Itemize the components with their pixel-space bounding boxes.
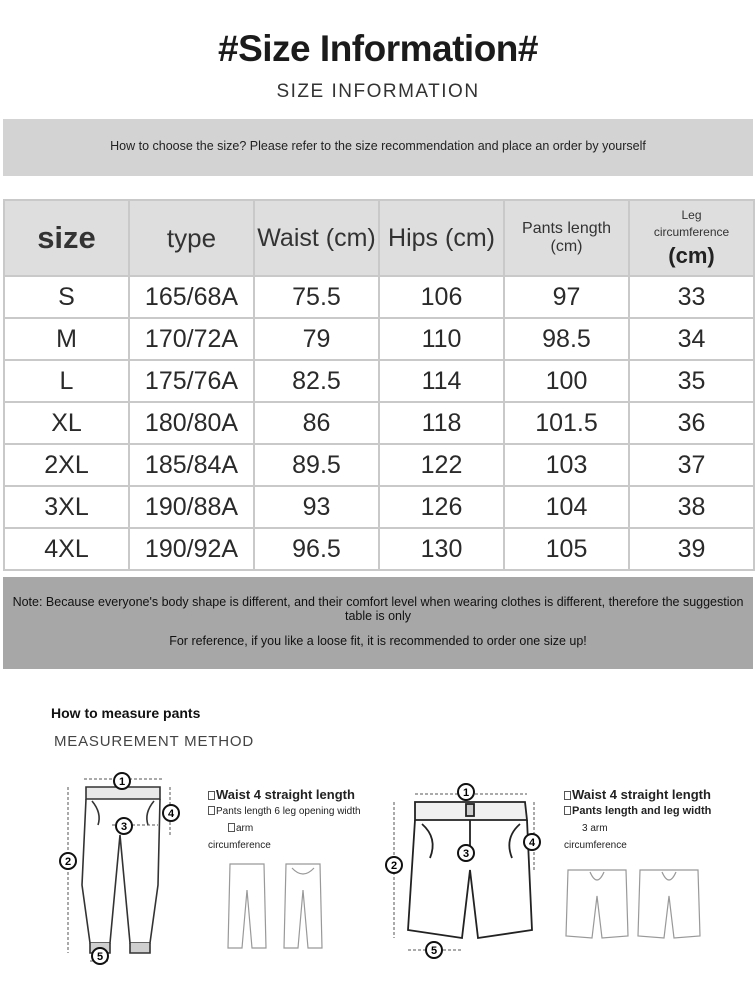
table-row	[4, 276, 754, 318]
marker-1-icon	[112, 771, 132, 791]
right-legend-line3: 3 arm	[582, 823, 608, 834]
marker-2-label: 2	[64, 856, 72, 868]
marker-5-label: 5	[430, 945, 438, 957]
checkbox-glyph-icon	[228, 823, 235, 832]
header-size: size	[4, 200, 129, 276]
cell-waist: 75.5	[254, 276, 379, 318]
cell-type: 165/68A	[129, 276, 254, 318]
cell-pants-length: 97	[504, 276, 629, 318]
left-legend-line4: circumference	[208, 840, 271, 851]
marker-3-label: 3	[462, 848, 470, 860]
cell-pants-length: 104	[504, 486, 629, 528]
header-leg-line1: Leg	[681, 208, 702, 222]
cell-hips: 130	[379, 528, 504, 570]
measure-subtitle: MEASUREMENT METHOD	[54, 733, 254, 750]
cell-size: 4XL	[4, 528, 129, 570]
marker-5-icon	[90, 946, 110, 966]
marker-2-icon	[384, 855, 404, 875]
note-banner	[3, 577, 753, 669]
marker-1-label: 1	[462, 787, 470, 799]
right-legend-line2: Pants length and leg width	[572, 805, 712, 817]
cell-type: 170/72A	[129, 318, 254, 360]
cell-waist: 93	[254, 486, 379, 528]
cell-type: 180/80A	[129, 402, 254, 444]
marker-1-label: 1	[118, 776, 126, 788]
note-line-2: For reference, if you like a loose fit, it is recommended to order one size up!	[169, 634, 587, 648]
table-row	[4, 528, 754, 570]
cell-size: S	[4, 276, 129, 318]
cell-type: 175/76A	[129, 360, 254, 402]
checkbox-glyph-icon	[564, 791, 571, 800]
checkbox-glyph-icon	[208, 806, 215, 815]
right-measure-legend	[564, 786, 711, 854]
marker-2-label: 2	[390, 860, 398, 872]
size-guide-banner	[3, 119, 753, 176]
cell-hips: 126	[379, 486, 504, 528]
cell-size: L	[4, 360, 129, 402]
cell-type: 190/92A	[129, 528, 254, 570]
table-row	[4, 486, 754, 528]
cell-leg-circumference: 34	[629, 318, 754, 360]
cell-pants-length: 98.5	[504, 318, 629, 360]
cell-hips: 110	[379, 318, 504, 360]
cell-size: XL	[4, 402, 129, 444]
right-legend-line1: Waist 4 straight length	[572, 787, 711, 802]
cell-leg-circumference: 38	[629, 486, 754, 528]
cell-pants-length: 101.5	[504, 402, 629, 444]
header-waist: Waist (cm)	[254, 200, 379, 276]
table-row	[4, 318, 754, 360]
header-hips: Hips (cm)	[379, 200, 504, 276]
cell-type: 190/88A	[129, 486, 254, 528]
marker-4-label: 4	[167, 808, 175, 820]
marker-3-label: 3	[120, 821, 128, 833]
size-guide-text: How to choose the size? Please refer to the size recommendation and place an order by yourself	[110, 139, 646, 153]
marker-1-icon	[456, 782, 476, 802]
cell-waist: 79	[254, 318, 379, 360]
checkbox-glyph-icon	[564, 806, 571, 815]
header-leg-circumference	[629, 200, 754, 276]
cell-hips: 118	[379, 402, 504, 444]
cell-pants-length: 100	[504, 360, 629, 402]
cell-pants-length: 103	[504, 444, 629, 486]
cell-leg-circumference: 36	[629, 402, 754, 444]
cell-hips: 122	[379, 444, 504, 486]
cell-leg-circumference: 37	[629, 444, 754, 486]
shorts-diagram	[380, 780, 550, 965]
cell-size: 2XL	[4, 444, 129, 486]
marker-2-icon	[58, 851, 78, 871]
left-legend-line2: Pants length 6 leg opening width	[216, 806, 361, 817]
left-measure-legend	[208, 786, 361, 854]
shorts-thumbnails	[562, 866, 707, 942]
table-row	[4, 360, 754, 402]
marker-4-icon	[522, 832, 542, 852]
table-row	[4, 402, 754, 444]
cell-leg-circumference: 35	[629, 360, 754, 402]
checkbox-glyph-icon	[208, 791, 215, 800]
size-table	[3, 199, 755, 571]
marker-3-icon	[114, 816, 134, 836]
marker-4-label: 4	[528, 837, 536, 849]
cell-hips: 114	[379, 360, 504, 402]
cell-waist: 96.5	[254, 528, 379, 570]
right-legend-line4: circumference	[564, 840, 627, 851]
note-line-1: Note: Because everyone's body shape is different, and their comfort level when wearing clothes is different, therefore the suggestion table is only	[12, 595, 744, 623]
header-pants-length: Pants length (cm)	[504, 200, 629, 276]
measure-title: How to measure pants	[51, 705, 201, 721]
cell-size: M	[4, 318, 129, 360]
header-type: type	[129, 200, 254, 276]
marker-5-icon	[424, 940, 444, 960]
table-header-row	[4, 200, 754, 276]
cell-leg-circumference: 33	[629, 276, 754, 318]
header-leg-line3: (cm)	[668, 243, 715, 268]
cell-pants-length: 105	[504, 528, 629, 570]
page-title: #Size Information#	[218, 28, 538, 69]
cell-size: 3XL	[4, 486, 129, 528]
header-leg-line2: circumference	[653, 225, 730, 239]
left-legend-line1: Waist 4 straight length	[216, 787, 355, 802]
marker-3-icon	[456, 843, 476, 863]
marker-4-icon	[161, 803, 181, 823]
long-pants-thumbnails	[222, 860, 332, 952]
page-subtitle: SIZE INFORMATION	[276, 81, 480, 102]
marker-5-label: 5	[96, 951, 104, 963]
cell-waist: 89.5	[254, 444, 379, 486]
left-legend-line3: arm	[236, 823, 254, 834]
cell-leg-circumference: 39	[629, 528, 754, 570]
cell-type: 185/84A	[129, 444, 254, 486]
cell-waist: 82.5	[254, 360, 379, 402]
table-row	[4, 444, 754, 486]
cell-hips: 106	[379, 276, 504, 318]
cell-waist: 86	[254, 402, 379, 444]
